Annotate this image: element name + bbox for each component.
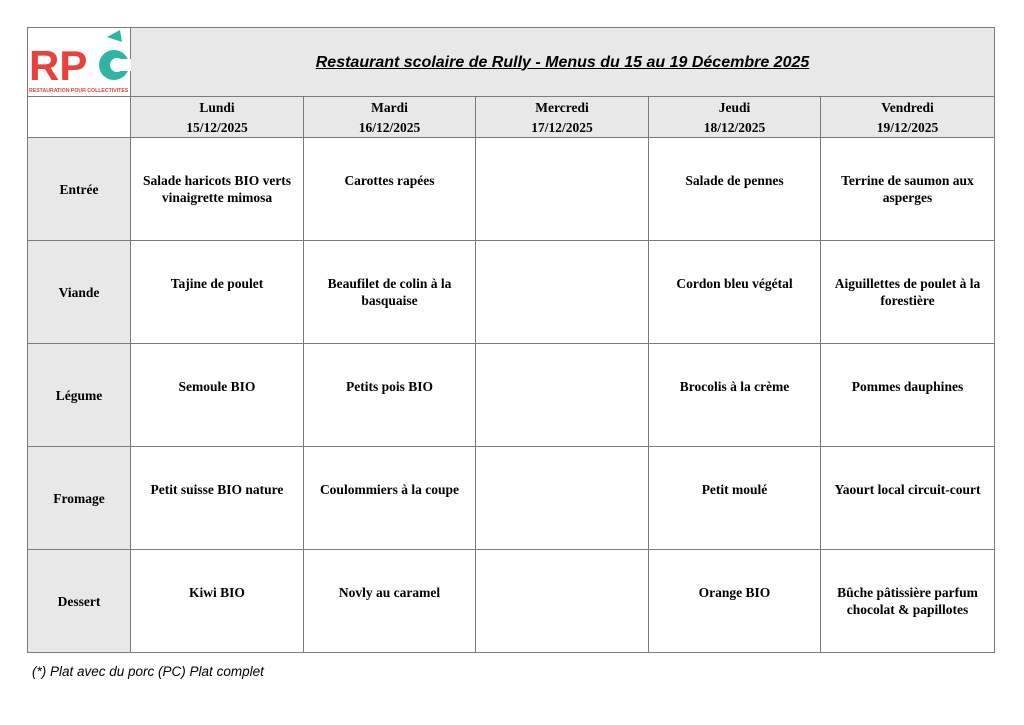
day-date: 18/12/2025 — [703, 120, 766, 135]
category-label: Entrée — [28, 138, 131, 241]
rpc-logo — [28, 28, 131, 96]
menu-cell — [476, 241, 649, 344]
title-cell — [131, 28, 995, 97]
page-title: Restaurant scolaire de Rully - Menus du 15 au 19 Décembre 2025 — [315, 53, 810, 71]
menu-cell: Terrine de saumon aux asperges — [821, 138, 995, 241]
menu-cell: Carottes rapées — [304, 138, 476, 241]
menu-cell: Tajine de poulet — [131, 241, 304, 344]
logo-text-r: RP — [29, 42, 88, 89]
menu-cell: Salade de pennes — [649, 138, 821, 241]
day-header-mercredi — [476, 97, 649, 138]
day-date: 15/12/2025 — [186, 120, 248, 135]
day-date: 17/12/2025 — [531, 120, 593, 135]
corner-cell — [28, 97, 131, 138]
menu-cell: Pommes dauphines — [821, 344, 995, 447]
category-label: Dessert — [28, 550, 131, 653]
day-name: Vendredi — [881, 100, 934, 115]
menu-cell: Yaourt local circuit-court — [821, 447, 995, 550]
menu-cell: Semoule BIO — [131, 344, 304, 447]
menu-cell — [476, 138, 649, 241]
footer-legend: (*) Plat avec du porc (PC) Plat complet — [32, 664, 264, 679]
logo-leaf-icon — [107, 30, 122, 42]
menu-cell: Orange BIO — [649, 550, 821, 653]
menu-table — [27, 27, 995, 653]
menu-cell: Novly au caramel — [304, 550, 476, 653]
category-label: Légume — [28, 344, 131, 447]
menu-cell — [476, 550, 649, 653]
menu-cell: Petit moulé — [649, 447, 821, 550]
menu-row-legume — [28, 344, 995, 447]
day-name: Lundi — [199, 100, 235, 115]
menu-cell: Beaufilet de colin à la basquaise — [304, 241, 476, 344]
menu-cell — [476, 447, 649, 550]
menu-cell: Petit suisse BIO nature — [131, 447, 304, 550]
menu-cell: Brocolis à la crème — [649, 344, 821, 447]
day-header-vendredi — [821, 97, 995, 138]
menu-cell: Petits pois BIO — [304, 344, 476, 447]
menu-row-entree — [28, 138, 995, 241]
menu-cell: Bûche pâtissière parfum chocolat & papillotes — [821, 550, 995, 653]
day-name: Mercredi — [535, 100, 589, 115]
menu-cell: Aiguillettes de poulet à la forestière — [821, 241, 995, 344]
day-date: 19/12/2025 — [876, 120, 939, 135]
menu-cell — [476, 344, 649, 447]
menu-cell: Cordon bleu végétal — [649, 241, 821, 344]
day-name: Jeudi — [718, 100, 751, 115]
menu-row-dessert — [28, 550, 995, 653]
menu-cell: Coulommiers à la coupe — [304, 447, 476, 550]
logo-tagline: RESTAURATION POUR COLLECTIVITES — [29, 88, 129, 94]
menu-cell: Kiwi BIO — [131, 550, 304, 653]
category-label: Fromage — [28, 447, 131, 550]
menu-row-fromage — [28, 447, 995, 550]
menu-cell: Salade haricots BIO verts vinaigrette mimosa — [131, 138, 304, 241]
day-header-lundi — [131, 97, 304, 138]
day-date: 16/12/2025 — [358, 120, 421, 135]
day-name: Mardi — [371, 100, 408, 115]
day-header-jeudi — [649, 97, 821, 138]
menu-row-viande — [28, 241, 995, 344]
logo-cell — [28, 28, 131, 97]
day-header-mardi — [304, 97, 476, 138]
category-label: Viande — [28, 241, 131, 344]
